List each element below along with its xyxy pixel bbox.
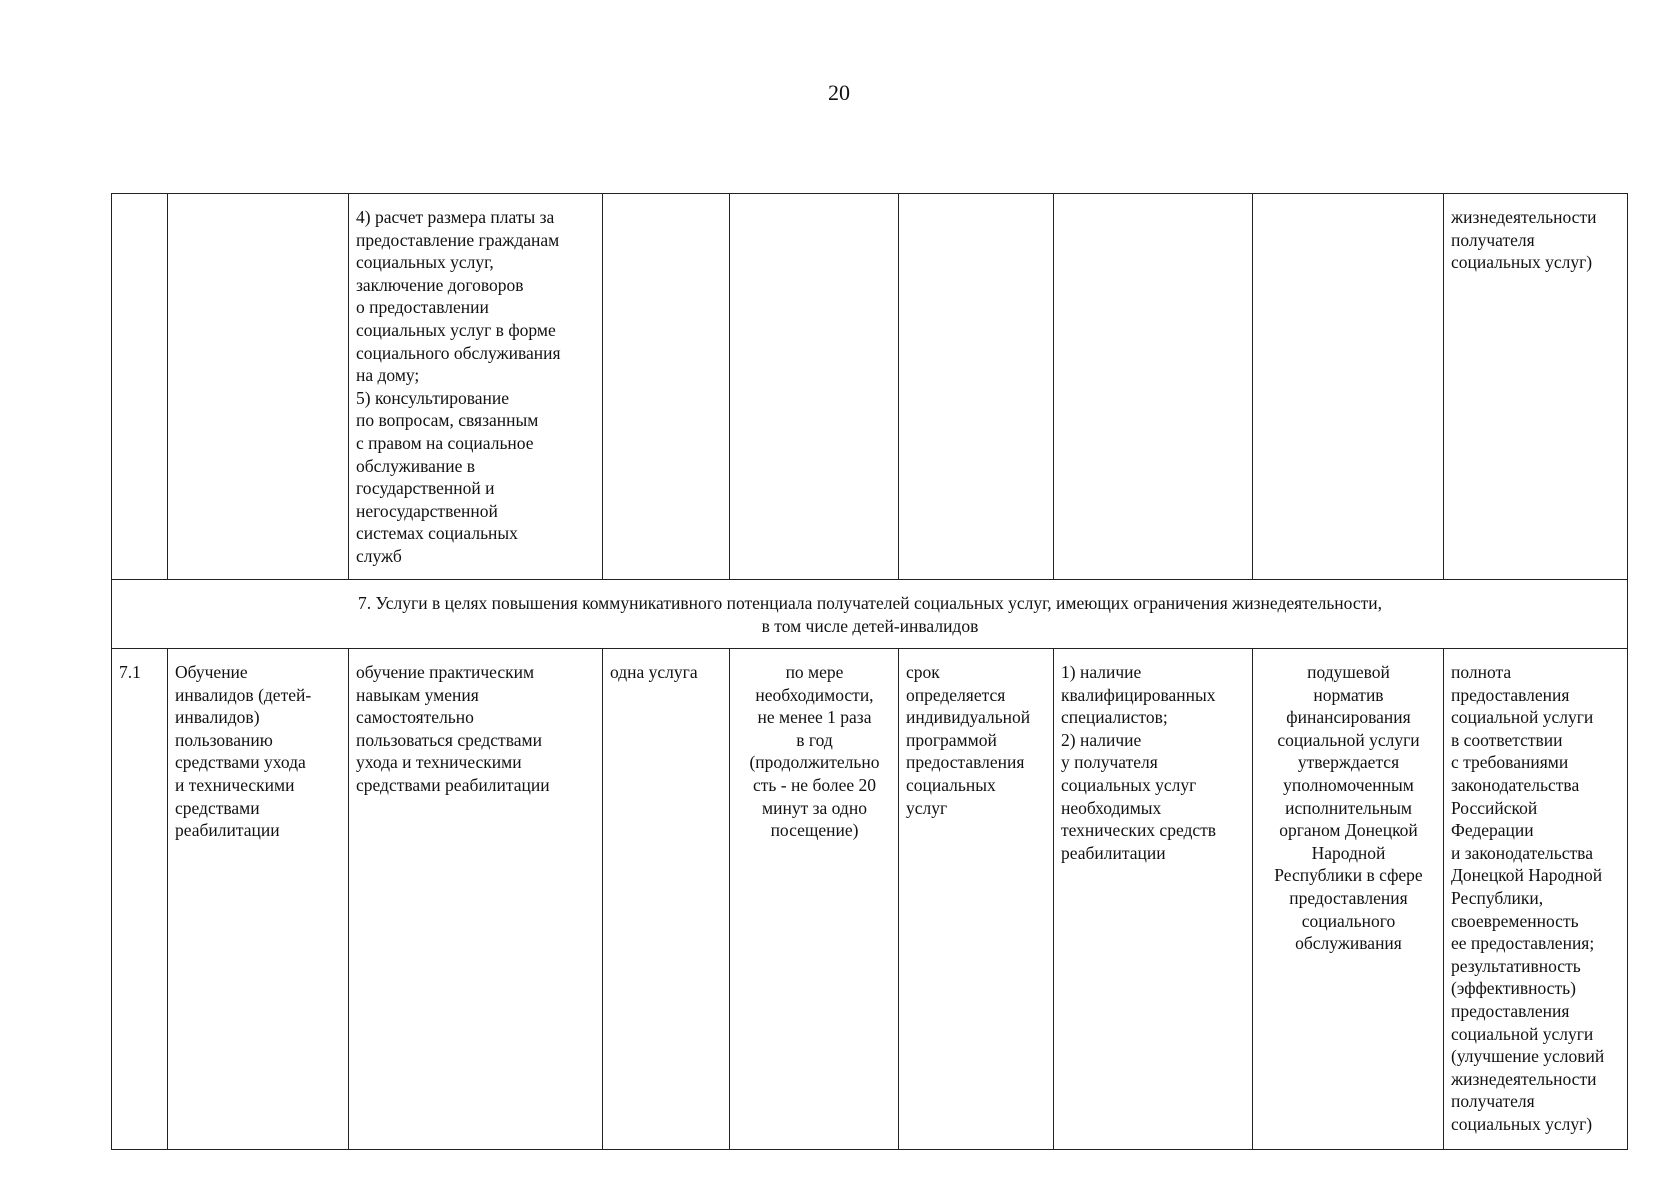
continued-cell-number	[112, 194, 168, 580]
section-header-row	[112, 580, 1628, 649]
continued-cell-volume	[603, 194, 730, 580]
row-number: 7.1	[112, 649, 168, 1150]
service-conditions: 1) наличие квалифицированных специалистов; 2) наличие у получателя социальных услуг необходимых технических средств реабилитации	[1054, 649, 1253, 1150]
service-financing: подушевой норматив финансирования социальной услуги утверждается уполномоченным исполнительным органом Донецкой Народной Республики в сфере предоставления социального обслуживания	[1253, 649, 1444, 1150]
service-term: срок определяется индивидуальной программой предоставления социальных услуг	[899, 649, 1054, 1150]
continued-row	[112, 194, 1628, 580]
services-table	[111, 193, 1628, 1150]
continued-cell-name	[168, 194, 349, 580]
service-quality: полнота предоставления социальной услуги в соответствии с требованиями законодательства Российской Федерации и законодательства Донецкой Народной Республики, своевременность ее предоставления; результативность (эффективность) предоставления социальной услуги (улучшение условий жизнедеятельности получателя социальных услуг)	[1444, 649, 1628, 1150]
service-row-7-1	[112, 649, 1628, 1150]
service-frequency: по мере необходимости, не менее 1 раза в год (продолжительно сть - не более 20 минут за одно посещение)	[730, 649, 899, 1150]
section-title: 7. Услуги в целях повышения коммуникативного потенциала получателей социальных услуг, имеющих ограничения жизнедеятельности, в том числе детей-инвалидов	[112, 580, 1628, 649]
continued-cell-frequency	[730, 194, 899, 580]
page-number: 20	[828, 80, 850, 105]
service-description: обучение практическим навыкам умения самостоятельно пользоваться средствами ухода и техническими средствами реабилитации	[349, 649, 603, 1150]
service-name: Обучение инвалидов (детей- инвалидов) пользованию средствами ухода и техническими средствами реабилитации	[168, 649, 349, 1150]
continued-cell-financing	[1253, 194, 1444, 580]
continued-cell-quality: жизнедеятельности получателя социальных услуг)	[1444, 194, 1628, 580]
continued-cell-conditions	[1054, 194, 1253, 580]
continued-cell-description: 4) расчет размера платы за предоставление гражданам социальных услуг, заключение договоров о предоставлении социальных услуг в форме социального обслуживания на дому; 5) консультирование по вопросам, связанным с правом на социальное обслуживание в государственной и негосударственной системах социальных служб	[349, 194, 603, 580]
continued-cell-term	[899, 194, 1054, 580]
service-volume: одна услуга	[603, 649, 730, 1150]
